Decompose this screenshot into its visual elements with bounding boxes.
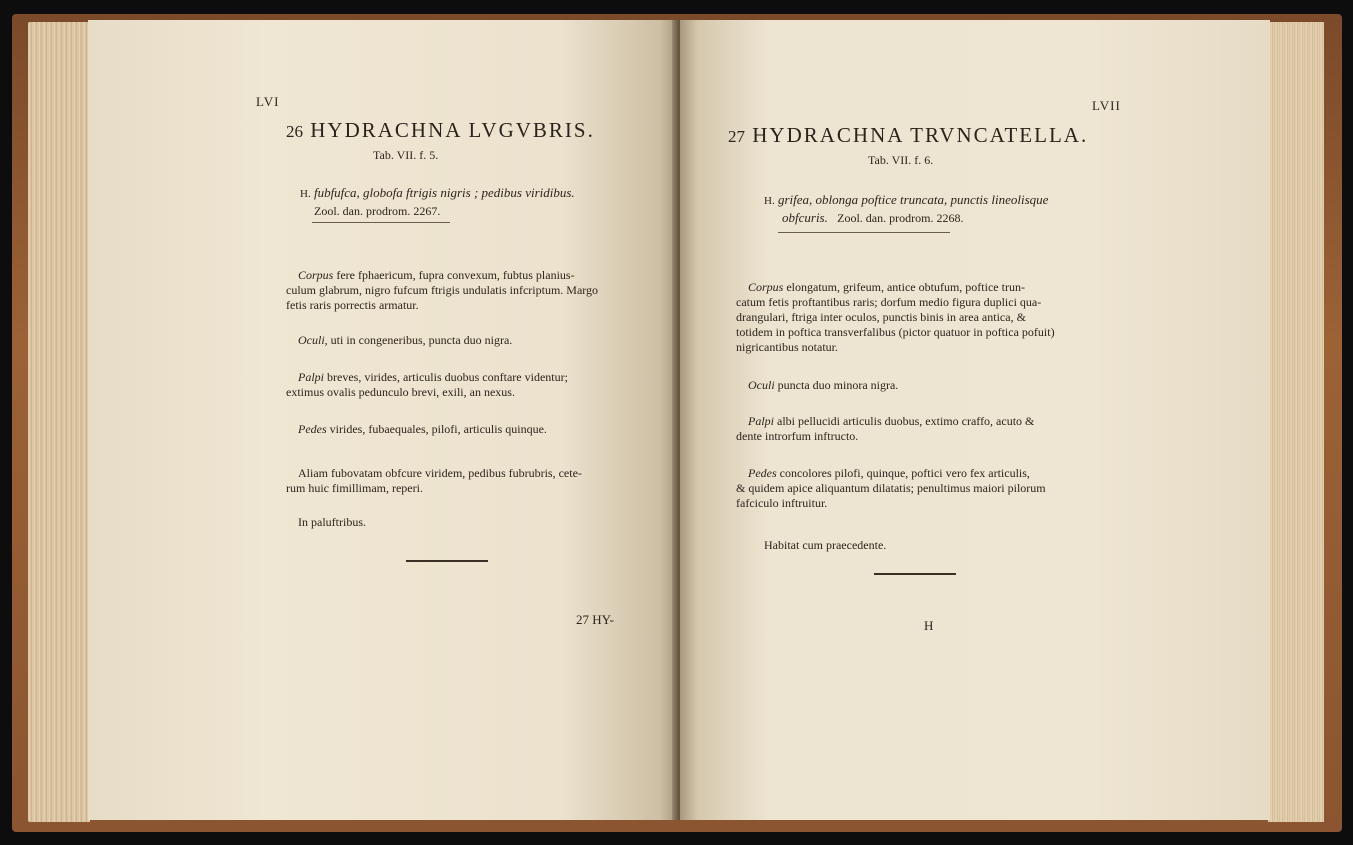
- right-signature: H: [924, 618, 934, 633]
- right-corpus-line5: nigricantibus notatur.: [736, 340, 838, 354]
- left-pedes-key: Pedes: [298, 422, 327, 436]
- right-diagnosis-prefix: H.: [764, 195, 775, 207]
- right-corpus-line2: catum fetis proftantibus raris; dorfum medio figura duplici qua-: [736, 295, 1042, 309]
- left-corpus-line3: fetis raris porrectis armatur.: [286, 298, 419, 312]
- left-palpi-line1: breves, virides, articulis duobus conftare videntur;: [327, 370, 568, 384]
- left-species-name: HYDRACHNA LVGVBRIS.: [310, 118, 595, 142]
- left-aliam-line1: Aliam fubovatam obfcure viridem, pedibus fubrubris, cete-: [298, 466, 582, 480]
- right-citation: Zool. dan. prodrom. 2268.: [837, 211, 964, 225]
- right-end-rule: [874, 573, 956, 575]
- right-para-corpus: [736, 280, 1090, 355]
- left-corpus-line2: culum glabrum, nigro fufcum ftrigis undulatis infcriptum. Margo: [286, 283, 599, 297]
- right-corpus-line3: drangulari, ftriga inter oculos, punctis binis in area antica, &: [736, 310, 1026, 324]
- page-edges-right: [1268, 22, 1324, 822]
- right-pedes-line2: & quidem apice aliquantum dilatatis; penultimus maiori pilorum: [736, 481, 1046, 495]
- right-habitat: Habitat cum praecedente.: [764, 538, 887, 552]
- left-end-rule: [406, 560, 488, 562]
- left-page-number: LVI: [256, 94, 280, 109]
- left-palpi-key: Palpi: [298, 370, 324, 384]
- right-palpi-line1: albi pellucidi articulis duobus, extimo craffo, acuto &: [777, 414, 1035, 428]
- left-para-aliam: [286, 466, 682, 496]
- left-para-palpi: [286, 370, 682, 400]
- left-oculi-key: Oculi,: [298, 333, 328, 347]
- left-diagnosis-prefix: H.: [300, 188, 311, 200]
- right-species-name: HYDRACHNA TRVNCATELLA.: [752, 123, 1089, 147]
- right-para-pedes: [736, 466, 1090, 511]
- left-corpus-key: Corpus: [298, 268, 334, 282]
- left-oculi-text: uti in congeneribus, puncta duo nigra.: [330, 333, 513, 347]
- right-diagnosis-line1: grifea, oblonga poftice truncata, punctis lineolisque: [777, 192, 1049, 207]
- right-corpus-key: Corpus: [748, 280, 784, 294]
- left-page: [88, 20, 678, 820]
- right-corpus-line1: elongatum, grifeum, antice obtufum, poftice trun-: [786, 280, 1025, 294]
- right-palpi-key: Palpi: [748, 414, 774, 428]
- right-para-palpi: [736, 414, 1090, 444]
- left-citation: Zool. dan. prodrom. 2267.: [314, 204, 441, 218]
- left-corpus-line1: fere fphaericum, fupra convexum, fubtus planius-: [336, 268, 575, 282]
- left-pedes-text: virides, fubaequales, pilofi, articulis quinque.: [329, 422, 547, 436]
- left-para-oculi: [286, 333, 682, 348]
- left-diagnosis: [300, 185, 575, 201]
- right-species-number: 27: [728, 127, 745, 146]
- left-para-pedes: [286, 422, 682, 437]
- right-pedes-key: Pedes: [748, 466, 777, 480]
- right-palpi-line2: dente introrfum inftructo.: [736, 429, 859, 443]
- right-pedes-line1: concolores pilofi, quinque, poftici vero fex articulis,: [779, 466, 1030, 480]
- left-palpi-line2: extimus ovalis pedunculo brevi, exili, an nexus.: [286, 385, 515, 399]
- right-pedes-line3: fafciculo inftruitur.: [736, 496, 828, 510]
- left-diagnosis-text: fubfufca, globofa ftrigis nigris ; pedibus viridibus.: [313, 185, 575, 200]
- right-page-number: LVII: [1092, 98, 1121, 113]
- left-species-title: [286, 118, 595, 143]
- page-edges-left: [28, 22, 90, 822]
- right-para-oculi: [736, 378, 1090, 393]
- right-tab-reference: Tab. VII. f. 6.: [868, 153, 934, 167]
- right-page: [680, 20, 1270, 820]
- right-corpus-line4: totidem in poftica transverfalibus (pictor quatuor in poftica pofuit): [736, 325, 1055, 339]
- left-para-corpus: [286, 268, 682, 313]
- right-oculi-key: Oculi: [748, 378, 775, 392]
- right-species-title: [728, 123, 1088, 148]
- right-diagnosis-line2: obfcuris.: [782, 210, 828, 225]
- right-oculi-text: puncta duo minora nigra.: [777, 378, 899, 392]
- left-aliam-line2: rum huic fimillimam, reperi.: [286, 481, 423, 495]
- right-diagnosis: [764, 192, 1048, 226]
- left-catchword: 27 HY-: [576, 612, 614, 627]
- left-tab-reference: Tab. VII. f. 5.: [373, 148, 439, 162]
- left-habitat: In paluftribus.: [298, 515, 366, 529]
- right-citation-rule: [778, 232, 950, 233]
- left-species-number: 26: [286, 122, 303, 141]
- left-citation-rule: [312, 222, 450, 223]
